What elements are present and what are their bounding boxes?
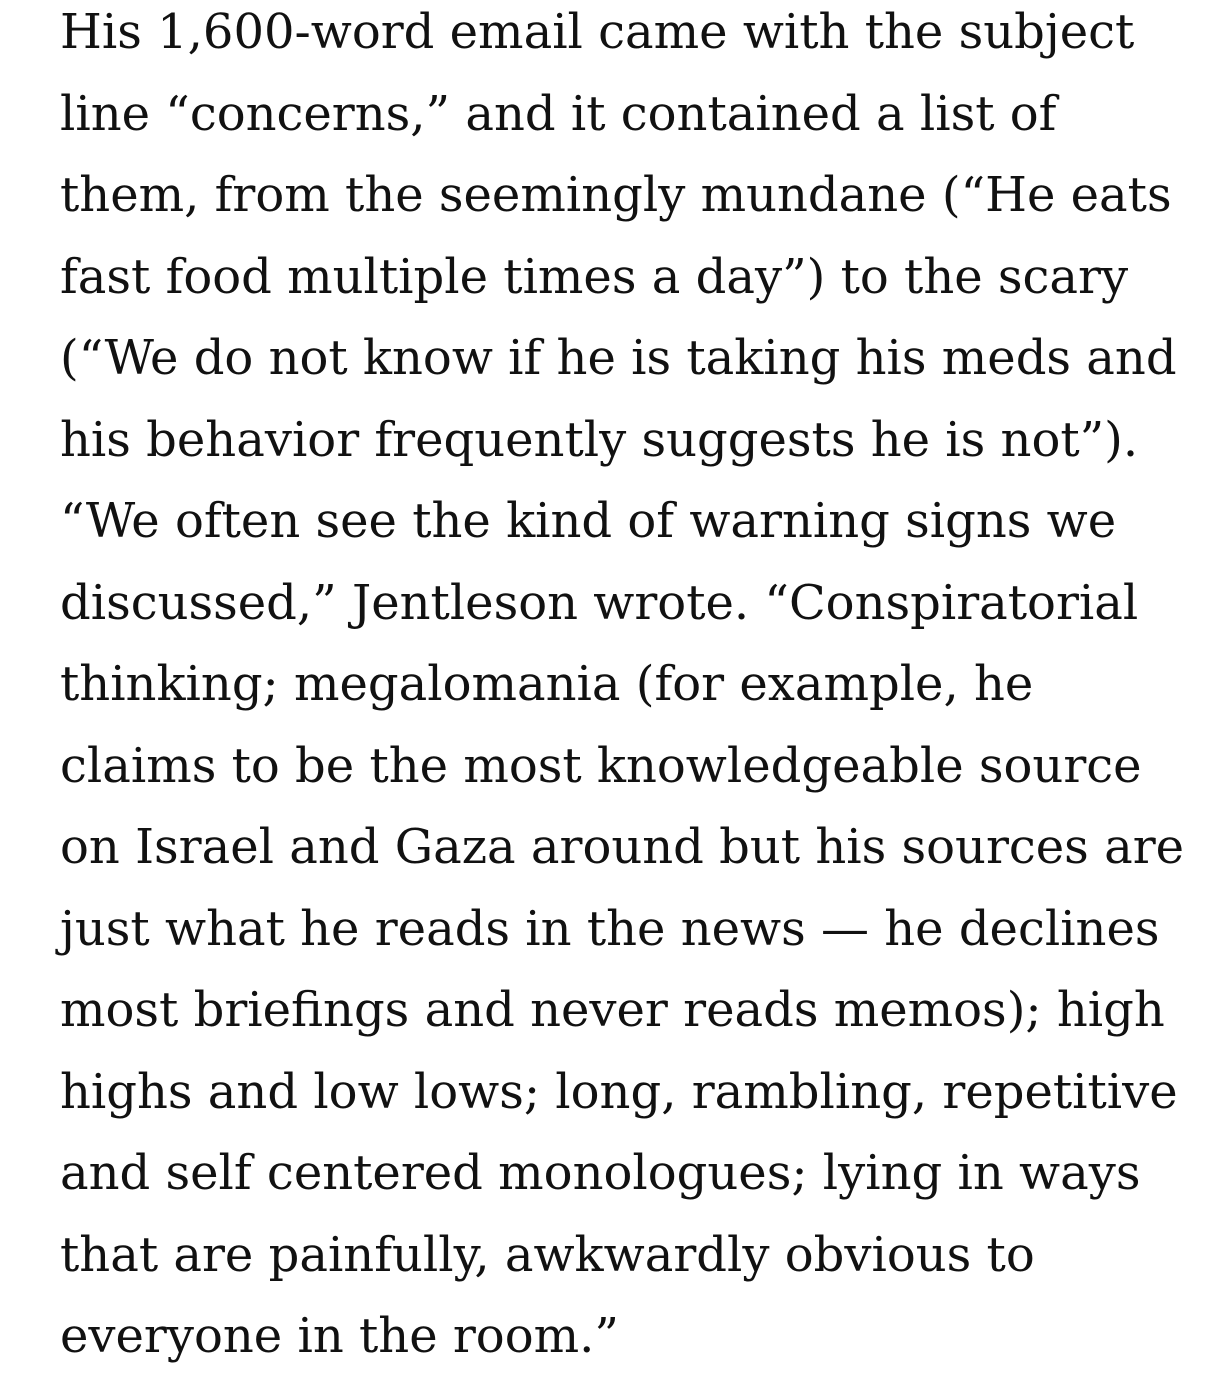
paragraph-line: discussed,” Jentleson wrote. “Conspiratorial	[60, 574, 1139, 631]
paragraph-line: his behavior frequently suggests he is not”).	[60, 411, 1139, 468]
paragraph-line: most briefings and never reads memos); high	[60, 982, 1165, 1038]
paragraph-line: “We often see the kind of warning signs we	[60, 493, 1117, 549]
paragraph-line: that are painfully, awkwardly obvious to	[60, 1226, 1035, 1283]
paragraph-line: just what he reads in the news — he declines	[60, 900, 1160, 957]
paragraph-line: and self centered monologues; lying in ways	[60, 1145, 1141, 1201]
paragraph-line: everyone in the room.”	[60, 1308, 619, 1364]
paragraph-line: on Israel and Gaza around but his sources are	[60, 819, 1185, 875]
paragraph-line: claims to be the most knowledgeable source	[60, 737, 1142, 794]
paragraph-line: (“We do not know if he is taking his meds and	[60, 330, 1177, 386]
article-paragraph	[60, 0, 1185, 1378]
paragraph-line: highs and low lows; long, rambling, repetitive	[60, 1063, 1178, 1120]
paragraph-line: His 1,600-word email came with the subject	[60, 4, 1135, 60]
paragraph-line: them, from the seemingly mundane (“He eats	[60, 167, 1172, 223]
paragraph-line: line “concerns,” and it contained a list of	[60, 85, 1057, 142]
paragraph-line: thinking; megalomania (for example, he	[60, 656, 1034, 712]
paragraph-line: fast food multiple times a day”) to the scary	[60, 248, 1129, 305]
